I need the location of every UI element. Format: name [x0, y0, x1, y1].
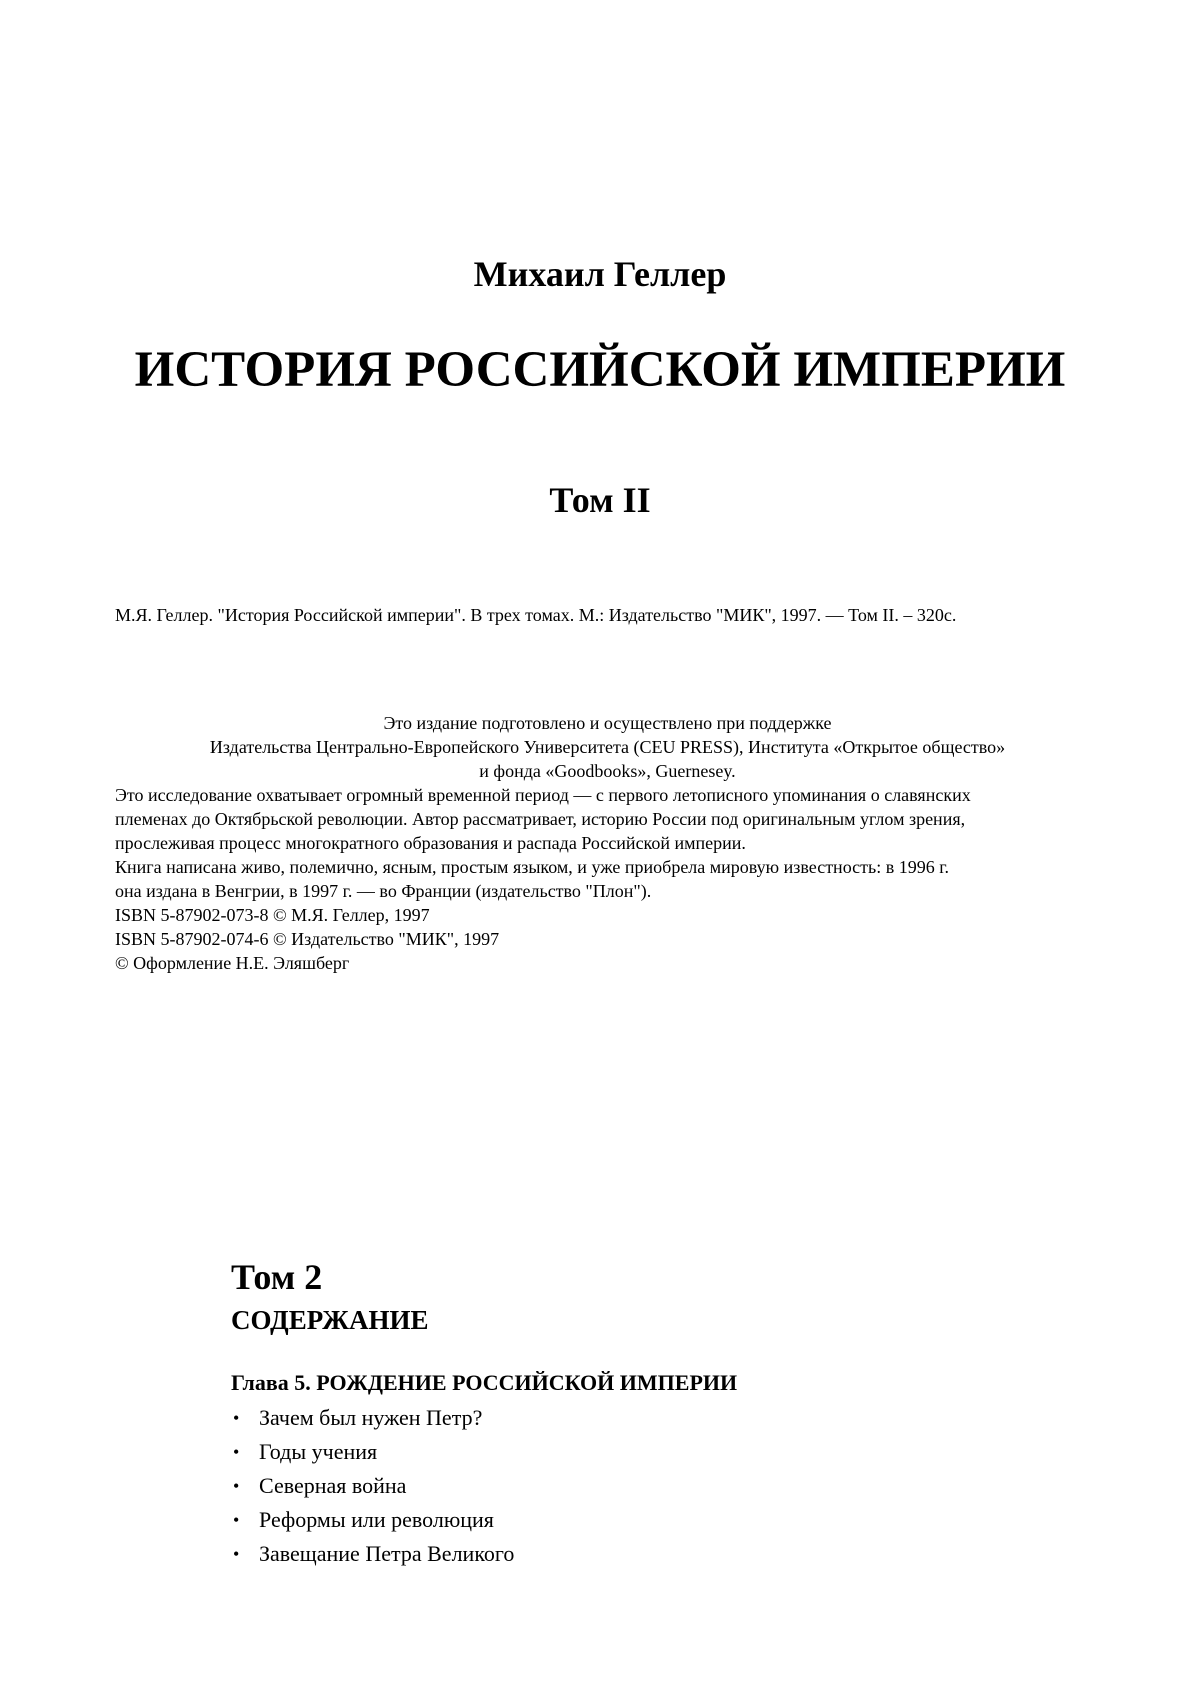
- toc-item[interactable]: [231, 1435, 1111, 1469]
- table-of-contents: [231, 1255, 1111, 1571]
- toc-volume-title: Том 2: [231, 1257, 323, 1297]
- isbn-line: ISBN 5-87902-074-6 © Издательство "МИК", 1997: [115, 929, 500, 949]
- toc-item-label: Завещание Петра Великого: [259, 1541, 515, 1566]
- toc-item-list: [231, 1401, 1111, 1571]
- support-line: и фонда «Goodbooks», Guernesey.: [479, 761, 736, 781]
- support-line: Это издание подготовлено и осуществлено при поддержке: [383, 713, 832, 733]
- bullet-icon: •: [233, 1544, 240, 1564]
- bibliographic-citation: М.Я. Геллер. "История Российской империи". В трех томах. М.: Издательство "МИК", 1997. — Том II. – 320с.: [115, 605, 957, 625]
- book-author: Михаил Геллер: [473, 254, 727, 294]
- toc-item-label: Годы учения: [259, 1439, 378, 1464]
- description-line: она издана в Венгрии, в 1997 г. — во Франции (издательство "Плон").: [115, 881, 652, 901]
- toc-item-label: Северная война: [259, 1473, 407, 1498]
- description-line: прослеживая процесс многократного образования и распада Российской империи.: [115, 833, 746, 853]
- toc-chapter-title[interactable]: Глава 5. РОЖДЕНИЕ РОССИЙСКОЙ ИМПЕРИИ: [231, 1370, 738, 1395]
- book-volume: Том II: [549, 480, 651, 520]
- description-line: племенах до Октябрьской революции. Автор рассматривает, историю России под оригинальным углом зрения,: [115, 809, 966, 829]
- design-credit: © Оформление Н.Е. Эляшберг: [115, 953, 350, 973]
- toc-item[interactable]: [231, 1469, 1111, 1503]
- toc-item[interactable]: [231, 1537, 1111, 1571]
- description-line: Книга написана живо, полемично, ясным, простым языком, и уже приобрела мировую известность: в 1996 г.: [115, 857, 950, 877]
- toc-item-label: Реформы или революция: [259, 1507, 494, 1532]
- book-description: [115, 783, 1115, 975]
- toc-item[interactable]: [231, 1401, 1111, 1435]
- toc-item[interactable]: [231, 1503, 1111, 1537]
- toc-heading: СОДЕРЖАНИЕ: [231, 1305, 429, 1335]
- toc-item-label: Зачем был нужен Петр?: [259, 1405, 483, 1430]
- isbn-line: ISBN 5-87902-073-8 © М.Я. Геллер, 1997: [115, 905, 430, 925]
- description-line: Это исследование охватывает огромный временной период — с первого летописного упоминания о славянских: [115, 785, 971, 805]
- bullet-icon: •: [233, 1442, 240, 1462]
- bullet-icon: •: [233, 1510, 240, 1530]
- bullet-icon: •: [233, 1408, 240, 1428]
- bullet-icon: •: [233, 1476, 240, 1496]
- support-line: Издательства Центрально-Европейского Университета (CEU PRESS), Института «Открытое общество»: [209, 737, 1006, 757]
- support-statement: [115, 711, 1100, 783]
- book-title: ИСТОРИЯ РОССИЙСКОЙ ИМПЕРИИ: [134, 342, 1066, 398]
